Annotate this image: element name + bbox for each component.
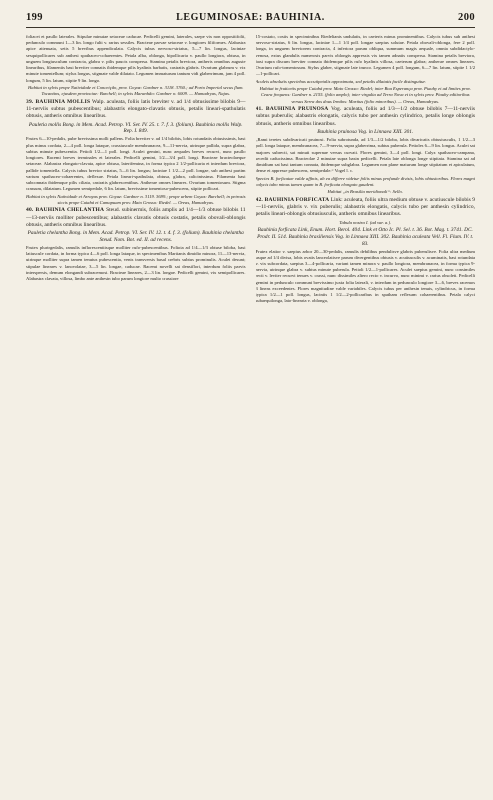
page-number-left: 199 [26,12,43,23]
species-39-heading [26,99,246,121]
species-39-references: Pauletia mollis Bong. in Mem. Acad. Petrop. VI. Ser. IV. 25. t. 7. f. 3. (folium). Bauhinia mollis Walp. Rep. I. 849. [28,121,243,135]
continuation-text: foliacei et paullo laterales. Stipulae minutae setaceae caducae. Pedicelli gemini, laterales, saepe vix non oppositifolii, pedunculo communi 1—3 lin. longo fulti v. rarius sessiles. Bracteae parvae setaceae v. longiores filiformes. Alabastra apice attenuata, setis 5 brevibus appendiculata. Calycis tubus nervoso-striatus, 5—7 lin. longus, laciniae sesquipollicares sub anthesi spathaceo-cohaerentes. Petala alba, oblonga, bipollicaria v. paullo longiora, obtusa, in unguem longiusculum contracta, glabra v. pilis paucis conspersa. Stamina petalis breviora, antheris omnibus auguste linearibus, filamentis basi breviter connatis ibidemque pilis hyalinis barbatis, castratis glabris. Ovarium glabrum v. vix minute tomentellum; stylus longus, stigmate valde dilatato. Legumen immaturum tantum vidi glaberrimum, jam 4 poll. longum, 5 lin. latum, stipite 9 lin. longo. [26,34,246,83]
species-40-title: 40. BAUHINIA CHELANTHA [26,207,105,214]
running-title: LEGUMINOSAE: BAUHINIA. [176,12,325,23]
species-39-description: Frutex 6—10-pedalis, pube brevissima molli pallens. Folia breviter v. ad 1/4 bilobis, lobis rotundatis obtusissimis, basi plus minus cordata, 2—4 poll. longa lataque, crassiuscule membranacea, 9—11-nervia, utrinque pallida, supra glabra, subtus minute pubescentia. Petioli 1/2—1 poll. longi. Aculei gemini, nunc aequales breves recurvi, nunc paullo longiores. Racemi breves terminales et laterales. Pedicelli gemini, 1/2—3/4 poll. longi. Bracteae bracteolaeque setaceae. Alabastra elongato-clavata, apice obtusa, laterifemina, in forma typica 2 1/2-pollicaria et interdum breviora, pallide tomentella. Calycis tubus brevior striatus, 5—6 lin. longus; laciniae 1 1/2—2 poll. longae, sub anthesi partim varium spathaceo-cohaerentes, deflexae. Petala lineari-spathulata, obtusa, glabra, calicinissima. Filamenta basi subconnata ibidemque pilis ciliata, castratis glabrescentibus. Antherae omnes lineares. Ovarium tomentosum. Stigma crassum, dilatatum. Legumen semipedale, 6 lin. latum, brevissime tomentoso-pubescens, stipite pollicari. [26,136,246,192]
species-42-references: Bauhinia forficata Link, Enum. Hort. Berol. 404. Link et Otto Ic. Pl. Sel. t. 36. Bot. Mag. t. 3741. DC. Prodr. II. 514. Bauhinia brasiliensis Vog. in Linnaea XIII. 302. Bauhinia aculeata Vell. Fl. Flum. IV. t. 83. [257,227,474,247]
species-42-tabula: Tabula nostra I. (ad var. a.). [339,219,392,225]
species-39-diagnosis: Walp. aculeata, foliis latis breviter v. ad 1/4 obtusissime bilobis 9—11-nerviis subtus pubescentibus; alabastris elongato-clavatis obtusis, petalis lineari-spathulatis obtusis, antheris omnibus linearibus. [26,98,246,120]
species-41-habitat: Habitat „in Brasilia meridionali“: Sello. [327,189,403,195]
page-header [26,12,475,28]
habitat-note-right: Habitat in fruticetis prope Cuiabá prov. Mato Grosso: Riedel; inter Boa Esperança prov. Piauhy et ad limites prov. Ceara frequens: Gardner n. 2155. (folio amplo); inter virgulta ad Terra Nova et in sylvis prov. Piauhy editioribus versus Serra dos dous Irmãos: Martius (folio minoribus). — Oreas, Hamadryas. [259,86,471,104]
species-39-title: 39. BAUHINIA MOLLIS [26,98,91,105]
continuation-text-right: 15-costato, costis in speciminibus Riedelianis undulatis, in caeteris minus prominentibus. Calycis tubus sub anthesi nervoso-striatus, 6 lin. longus, laciniae 1—1 1/4 poll. longae saepius solutae. Petala obovali-oblonga, fere 2 poll. longa, in unguem breviorem contracta, 4 inferiora parum obliqua, summum magis aequale, omnia subdidactylo-venosa, extus glandulis numerosis parvis oblongis appressis vix tamen adnatis conspersa. Stamina petalis breviora, basi supra discum breviter connata ibidemque pilis rufo hyalinis villosa, caeterum glabra; antherae omnes lineares. Ovarium rufo-tomentosum. Stylus glaber, stigmate late trunco. Legumen 4 poll. longum, 6—7 lin. latum, stipite 1 1/2—1-pollicari. [255,34,475,77]
species-40-description: Frutex plurirgedalis, ramulis inflorescentiisque molliter rufo-pubescentibus. Folioia ad 1/4—1/3 obtuse biloba, basi latiuscule cordata, in forma typica 4—6 poll. longa lataque, in specimenibus Martianis dimidio minora, 11—13-nervia, utrinque molliter supra tamen tenuius pubescentia, venis transversis basal crebris subtus prominulis. Aculei desunt; stipulae lineares v. lanceolatae, 3—5 lin. longae, caducae. Racemi novelli sat densiflori, interdum foliis parvis interspersis, demum elongandi subracemosi. Bracteae lineares, 2—3 lin. longae. Pedicelli gemini, vix semipollicares. Alabastra clavata, villosa, limbo ante anthesin tubo parum longiore multo crassiore [26,244,246,282]
species-41-diagnosis: Vog. aculeata, foliis ad 1/3—1/2 obtuse bilobis 7—11-nerviis subtus puberulis; alabastris elongatis, calycis tubo per anthesin cylindrico, petalis longe oblongis obtusis, antheris omnibus linearibus. [255,106,475,127]
species-41-quote: „Rami teretes subdivaricati pruinosi. Folia subrotunda, ad 1/3—1/2 biloba, lobis divaricatis obtusiusculis, 1 1/2—3 poll. longa lataque, membranacea, 7—9-nervia, supra glaberrima, subtus puberula. Petioles 6—9 lin. longus. Aculei sat majores subrecti, sat minuti supernae versus curvati. Flores gemini, 3—4 poll. longi. Calyx spathaceo-campana, secedit caducissima. Bracteolae 2 minutae supra basin pedicelli. Petala late oblonga longe stipitata. Stamina sat ad dimidium sat basi tantum connata, ibidemque subglabra. Legumen non plane maturum longe stipitatum et apiculatum, dense et appresse pubescens, semipedale.“ Vogel l. c. [255,137,475,174]
species-42-description: Frutex elatior v. saepius arbor 20—30-pedalis, ramulis debilibus pendulisve glabris puberulisve. Folia ultra medium usque ad 1/4 divisa, lobis ovatis lanceolatisve parum divergentibus obtusis v. acutiusculis v. acuminatis, basi rotundata v. vix subcordata, saepius 3—4-pollicaria, variant tamen minora v. paullo longiora, membranacea, in forma typica 9-nervia, utrinque glabra v. subtus minute puberula. Petioli 1/2—1-pollicares. Aculei saepius gemini, nunc consimiles recti v. leviter recurvi tenues v. crassi, nunc dissimiles altero recto v. incurvo, nunc minimi v. rarius obsoleti. Pedicelli gemini in pedunculo communi brevissimo juxta folia laterali, v. interdum in pedunculo longiore 3—6, breves racemos 3 lineas exceedentes. Flores magnitudine valde variabiles. Calycis tubus per anthesin tenuis, cylindricus, in forma typica 1/2—1 poll. longus, laciniis 1 1/2—2-pollicaribus in spatham reflexam cohaerentibus. Petala calyci subaequilonga, lato-linearia v. oblonga, [255,248,475,304]
species-42-diagnosis: Link: aculeata, foliis ultra medium obtuse v. acutiuscule bilobis 9—11-nerviis, glabris v. vix puberulis; alabastris elongatis, calycis tubo per anthesin cylindrico, petalis lineari-oblongis obtusiusculis, antheris omnibus linearibus. [255,196,475,218]
comparison-note: Aculeis absolutis speciebus accutipetalis appoximata, sed petalis dilatatis facile distinguitur. [255,78,426,84]
species-41-references: Bauhinia pruinosa Vog. in Linnaea XIII. 301. [317,129,414,136]
right-column [256,34,476,796]
habitat-note: Habitat in sylvis prope Natividade et Conceição, prov. Goyaz: Gardner n. 3118. 3760.; ad Porto Imperial secus flum. Tocantins, ejusdem provinciae: Burchell; in sylvis Maranhão: Gardner n. 6009. — Hamadryas, Najas. [27,85,244,97]
species-41-heading [256,106,476,128]
page-number-right: 200 [458,12,475,23]
species-42-heading [256,197,476,219]
species-40-diagnosis: Steud. subinermis, foliis amplis ad 1/4—1/3 obtuse bilobis 11—13-nerviis molliter pubescentibus; alabastris clavatis obtusis costatis, petalis obovali-oblongis obtusis, antheris omnibus linearibus. [26,207,246,228]
species-40-references: Pauletia chelantha Bong. in Mem. Acad. Petrop. VI. Ser. IV. 12. t. 4. f. 3. (folium). Bauhinia chelantha Steud. Nom. Bot. ed. II. ad recens. [27,230,244,244]
species-41-note: Species B. forficatae valde affinis, ab ea differre videtur foliis minus profunde divisis, lobis obtusioribus. Flores magni calycis tubo minus tamen quam in B. forficata elongato gaudent. [255,175,475,187]
species-42-title: 42. BAUHINIA FORFICATA [255,196,330,203]
species-39-habitat: Habitat in sylvis Natividade et Arrayas prov. Goyaz: Gardner n. 3119. 3699.; prope urbem Goyaz: Burchell; in petrosis siccis prope Cuiabá et Camapuam prov. Mato Grosso: Riedel. — Oreas, Hamadryas. [26,193,246,205]
two-column-body [26,34,475,796]
species-41-title: 41. BAUHINIA PRUINOSA [255,106,329,113]
left-column [26,34,246,796]
species-40-heading [26,207,246,229]
